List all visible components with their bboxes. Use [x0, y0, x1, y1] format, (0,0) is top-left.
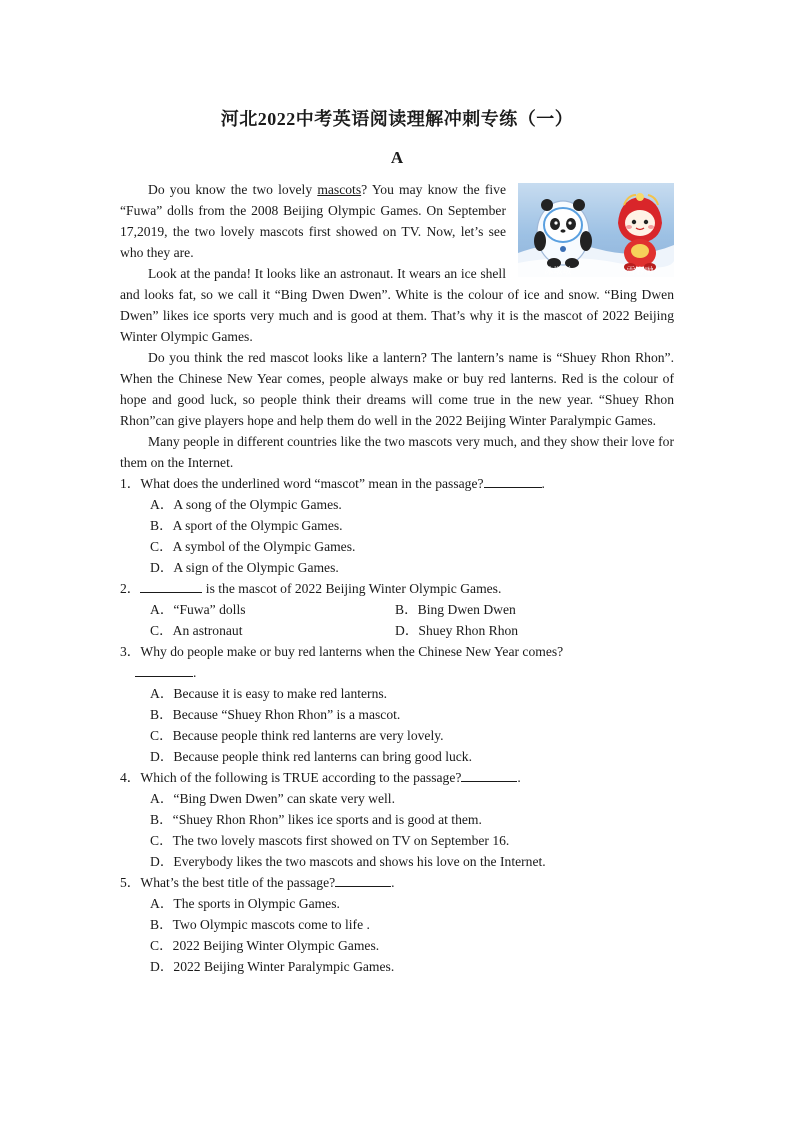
- option[interactable]: B．Because “Shuey Rhon Rhon” is a mascot.: [150, 707, 401, 722]
- option[interactable]: B．“Shuey Rhon Rhon” likes ice sports and is good at them.: [150, 812, 482, 827]
- question-4: 4．Which of the following is TRUE according to the passage? .: [120, 767, 674, 788]
- passage-paragraph-4: Many people in different countries like the two mascots very much, and they show their love for them on the Internet.: [120, 434, 674, 470]
- question-3: 3．Why do people make or buy red lanterns when the Chinese New Year comes?: [120, 644, 564, 659]
- option[interactable]: A．A song of the Olympic Games.: [150, 497, 342, 512]
- option[interactable]: C．A symbol of the Olympic Games.: [150, 539, 356, 554]
- answer-blank[interactable]: [484, 473, 542, 488]
- option[interactable]: C．The two lovely mascots first showed on TV on September 16.: [150, 833, 510, 848]
- option[interactable]: A．The sports in Olympic Games.: [150, 896, 340, 911]
- option[interactable]: A．“Bing Dwen Dwen” can skate very well.: [150, 791, 395, 806]
- option[interactable]: B．Bing Dwen Dwen: [395, 602, 516, 617]
- panda-caption: 冰墩墩: [544, 267, 572, 277]
- passage-paragraph-1: Do you know the two lovely mascots? You may know the five “Fuwa” dolls from the 2008 Beijing Olympic Games. On September 17,2019, the two lovely mascots first showed on TV. Now, let’s see who they are.: [120, 182, 506, 260]
- option[interactable]: C．Because people think red lanterns are very lovely.: [150, 728, 444, 743]
- option[interactable]: D．2022 Beijing Winter Paralympic Games.: [150, 959, 395, 974]
- lantern-caption: 雪容融: [626, 267, 654, 277]
- page-title: 河北2022中考英语阅读理解冲刺专练（一）: [220, 109, 574, 129]
- option[interactable]: B．A sport of the Olympic Games.: [150, 518, 343, 533]
- option[interactable]: D．Shuey Rhon Rhon: [395, 623, 519, 638]
- option[interactable]: C．An astronaut: [150, 623, 243, 638]
- mascots-image: [518, 183, 674, 277]
- option[interactable]: A．Because it is easy to make red lanterns.: [150, 686, 388, 701]
- answer-blank[interactable]: [140, 578, 202, 593]
- question-5: 5．What’s the best title of the passage? .: [120, 872, 674, 893]
- option-row: [120, 599, 674, 620]
- option[interactable]: D．Everybody likes the two mascots and shows his love on the Internet.: [150, 854, 546, 869]
- answer-blank[interactable]: [461, 767, 517, 782]
- question-3-blank-line: .: [120, 662, 674, 683]
- question-1: 1．What does the underlined word “mascot” mean in the passage? .: [120, 473, 674, 494]
- answer-blank[interactable]: [335, 872, 391, 887]
- underlined-word: mascots: [317, 182, 362, 197]
- answer-blank[interactable]: [135, 662, 193, 677]
- question-2: 2． is the mascot of 2022 Beijing Winter Olympic Games.: [120, 578, 674, 599]
- option-row: [120, 620, 674, 641]
- section-label: A: [390, 148, 404, 167]
- option[interactable]: B．Two Olympic mascots come to life .: [150, 917, 370, 932]
- reading-content: [120, 179, 674, 977]
- option[interactable]: D．Because people think red lanterns can bring good luck.: [150, 749, 473, 764]
- option[interactable]: D．A sign of the Olympic Games.: [150, 560, 339, 575]
- mascots-illustration: [518, 183, 674, 277]
- passage-paragraph-3: Do you think the red mascot looks like a lantern? The lantern’s name is “Shuey Rhon Rhon”. When the Chinese New Year comes, people always make or buy red lanterns. Red is the colour of hope and good luck, so people think their dreams will come true in the new year. “Shuey Rhon Rhon”can give players hope and help them do well in the 2022 Beijing Winter Paralympic Games.: [120, 350, 674, 428]
- option[interactable]: A．“Fuwa” dolls: [150, 602, 246, 617]
- option[interactable]: C．2022 Beijing Winter Olympic Games.: [150, 938, 380, 953]
- passage-paragraph-2: Look at the panda! It looks like an astronaut. It wears an ice shell and looks fat, so we call it “Bing Dwen Dwen”. White is the colour of ice and snow. “Bing Dwen Dwen” likes ice sports very much and is good at them. That’s why it is the mascot of 2022 Beijing Winter Olympic Games.: [120, 266, 674, 344]
